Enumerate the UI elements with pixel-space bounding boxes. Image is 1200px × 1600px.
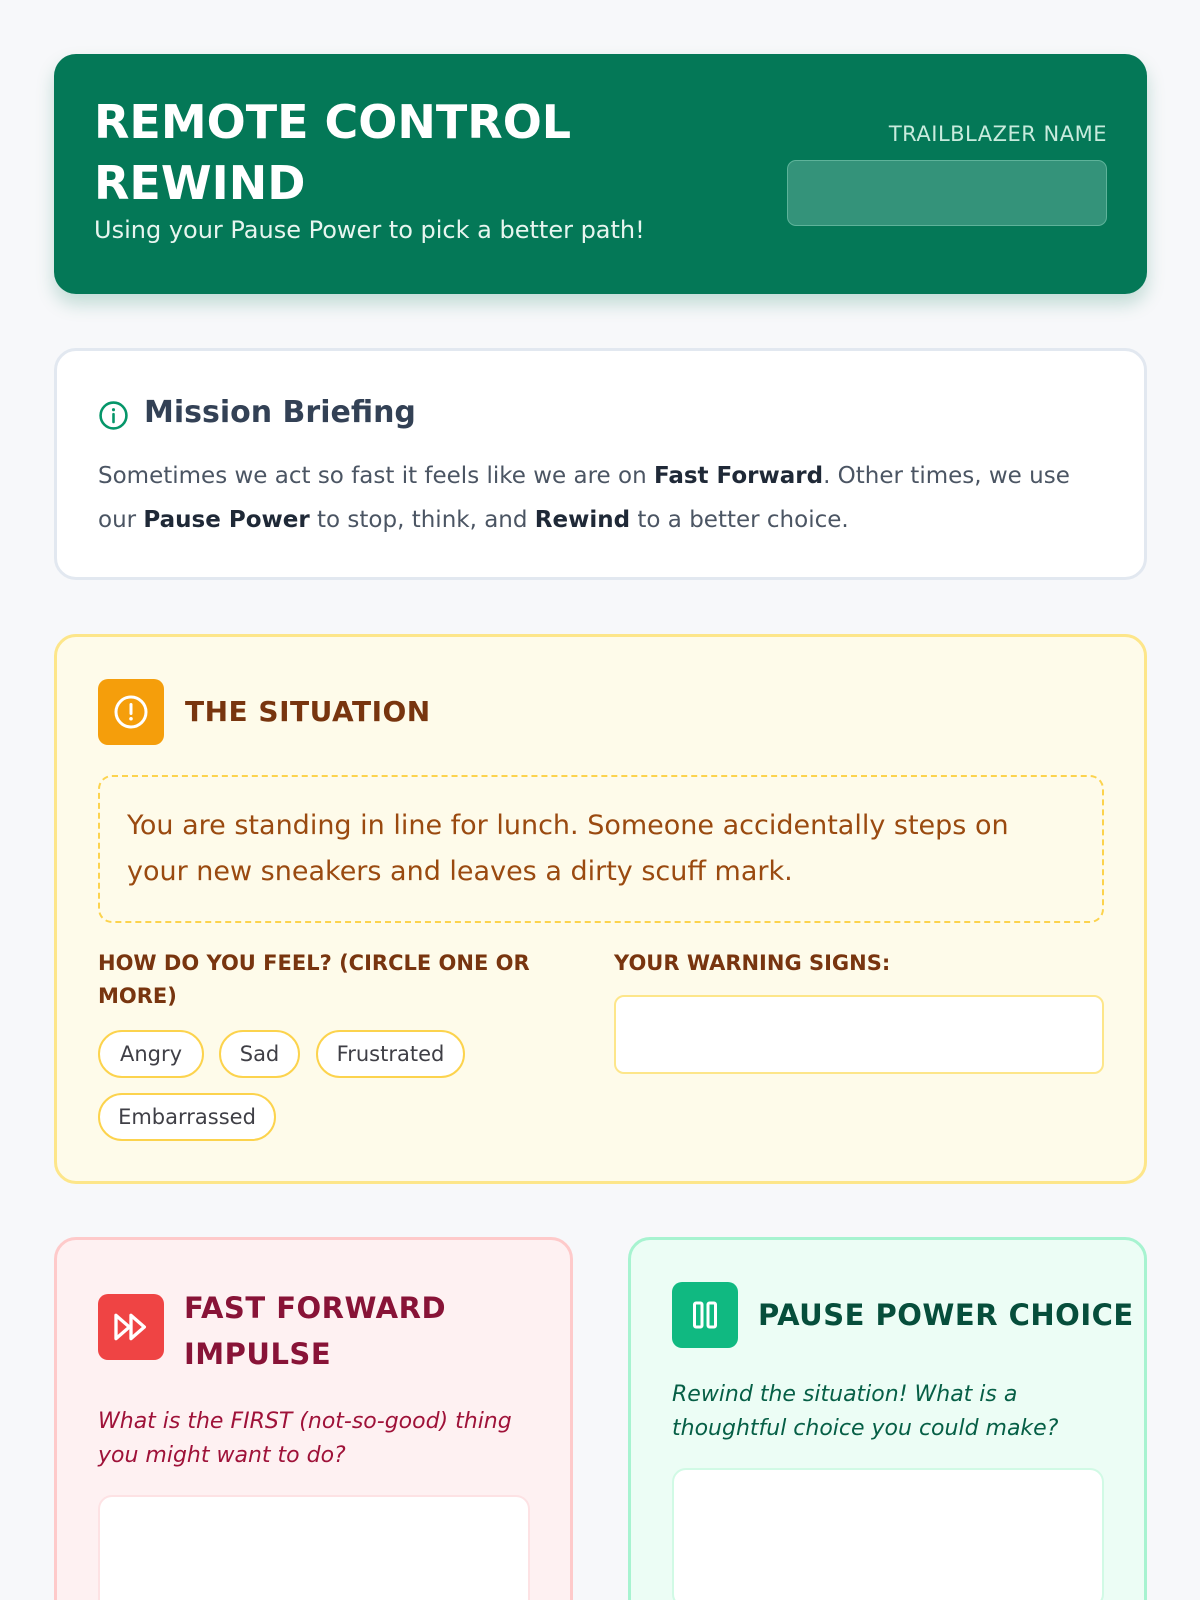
briefing-text-part: . Other times, we use our (98, 463, 1070, 533)
mission-briefing-card (54, 348, 1147, 580)
fast-forward-impulse-card (54, 1237, 573, 1600)
briefing-term-rewind: Rewind (534, 507, 631, 533)
alert-circle-icon (113, 694, 149, 730)
briefing-term-pause-power: Pause Power (143, 507, 310, 533)
name-field[interactable] (787, 160, 1107, 226)
briefing-text-part: to stop, think, and (309, 507, 535, 533)
briefing-text (98, 454, 1103, 542)
feeling-chip-frustrated[interactable]: Frustrated (316, 1030, 465, 1078)
choice-answer-field[interactable] (672, 1468, 1104, 1600)
page-title: REMOTE CONTROL REWIND (94, 95, 572, 210)
fast-forward-icon (111, 1307, 151, 1347)
pause-power-choice-card (628, 1237, 1147, 1600)
warning-signs-label: YOUR WARNING SIGNS: (614, 951, 891, 975)
feeling-chip-sad[interactable]: Sad (219, 1030, 300, 1078)
choice-title: PAUSE POWER CHOICE (758, 1298, 1134, 1332)
feeling-chip-angry[interactable]: Angry (98, 1030, 204, 1078)
warning-signs-input[interactable] (614, 995, 1104, 1074)
impulse-icon-box (98, 1294, 164, 1360)
info-icon (98, 400, 129, 431)
pause-icon (687, 1297, 723, 1333)
situation-card (54, 634, 1147, 1184)
name-field-label: TRAILBLAZER NAME (888, 122, 1107, 146)
briefing-text-part: to a better choice. (630, 507, 849, 533)
scenario-box (98, 775, 1104, 923)
situation-icon-box (98, 679, 164, 745)
impulse-answer-field[interactable] (98, 1495, 530, 1600)
feelings-label: HOW DO YOU FEEL? (CIRCLE ONE OR MORE) (98, 951, 530, 1008)
page-subtitle: Using your Pause Power to pick a better path! (94, 216, 645, 244)
briefing-term-fast-forward: Fast Forward (653, 463, 824, 489)
feeling-chip-embarrassed[interactable]: Embarrassed (98, 1093, 276, 1141)
choice-icon-box (672, 1282, 738, 1348)
scenario-text: You are standing in line for lunch. Someone accidentally steps on your new sneakers and leaves a dirty scuff mark. (127, 810, 1009, 887)
briefing-title: Mission Briefing (144, 395, 416, 430)
worksheet-header (54, 54, 1147, 294)
briefing-text-part: Sometimes we act so fast it feels like we are on (98, 463, 654, 489)
impulse-title: FAST FORWARD IMPULSE (184, 1291, 447, 1371)
choice-prompt: Rewind the situation! What is a thoughtful choice you could make? (672, 1382, 1059, 1441)
impulse-prompt: What is the FIRST (not-so-good) thing you might want to do? (98, 1409, 512, 1468)
situation-title: THE SITUATION (185, 695, 431, 728)
